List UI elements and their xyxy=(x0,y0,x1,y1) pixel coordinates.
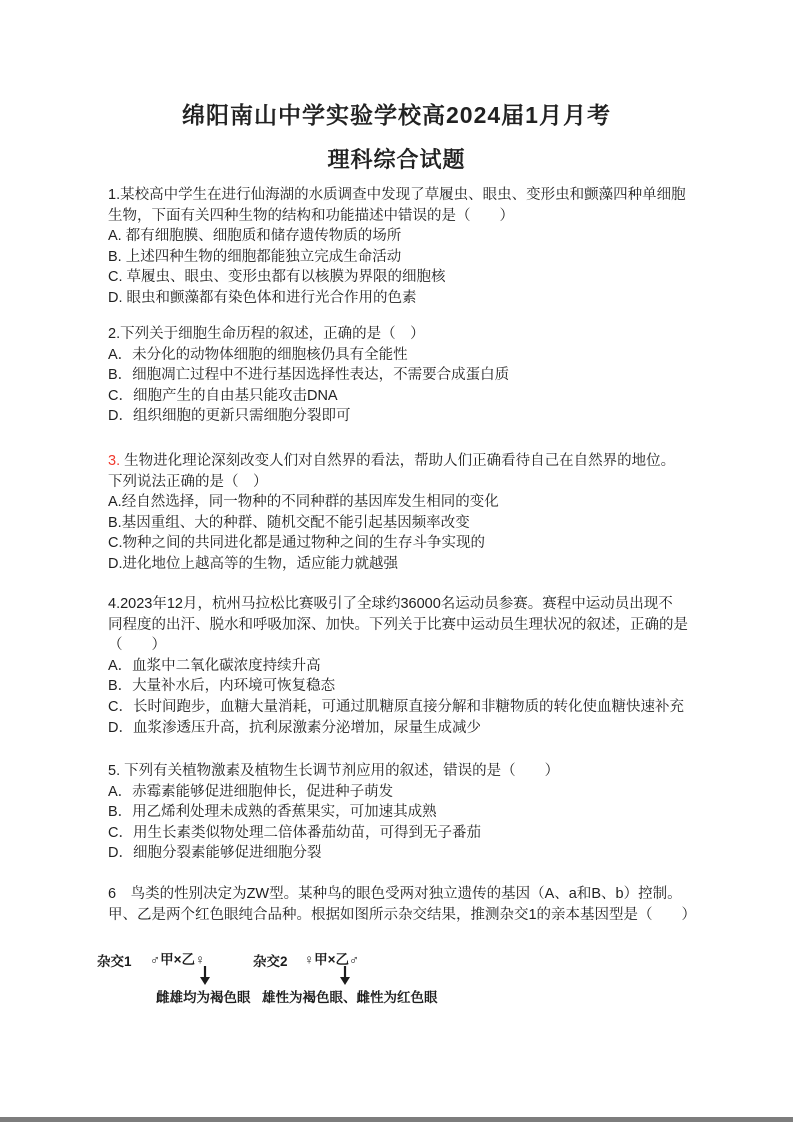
page-bottom-border xyxy=(0,1117,793,1122)
option-c: C. 草履虫、眼虫、变形虫都有以核膜为界限的细胞核 xyxy=(108,269,446,286)
option-c: C．用生长素类似物处理二倍体番茄幼苗，可得到无子番茄 xyxy=(108,824,481,841)
option-a: A. 都有细胞膜、细胞质和储存遗传物质的场所 xyxy=(108,228,402,245)
option-d: D．组织细胞的更新只需细胞分裂即可 xyxy=(108,408,351,425)
option-a: A．血浆中二氧化碳浓度持续升高 xyxy=(108,657,321,674)
question-line: 甲、乙是两个红色眼纯合品种。根据如图所示杂交结果，推测杂交1的亲本基因型是（ ） xyxy=(108,906,697,923)
cross1-result: 雌雄均为褐色眼 xyxy=(156,990,251,1005)
question-3-number: 3. xyxy=(108,453,121,469)
question-line: 1.某校高中学生在进行仙海湖的水质调查中发现了草履虫、眼虫、变形虫和颤藻四种单细胞 xyxy=(108,187,686,203)
question-3-stem: 生物进化理论深刻改变人们对自然界的看法，帮助人们正确看待自己在自然界的地位。 xyxy=(120,453,676,469)
option-d: D．细胞分裂素能够促进细胞分裂 xyxy=(108,845,322,862)
option-a: A．未分化的动物体细胞的细胞核仍具有全能性 xyxy=(108,346,408,363)
document-subtitle: 理科综合试题 xyxy=(327,147,466,172)
cross1-label: 杂交1 xyxy=(97,954,132,969)
option-c: C.物种之间的共同进化都是通过物种之间的生存斗争实现的 xyxy=(108,535,485,552)
option-a: A．赤霉素能够促进细胞伸长，促进种子萌发 xyxy=(108,783,394,800)
question-2 xyxy=(108,324,708,427)
option-b: B．细胞凋亡过程中不进行基因选择性表达，不需要合成蛋白质 xyxy=(108,367,510,384)
question-1 xyxy=(108,185,708,309)
option-d: D.进化地位上越高等的生物，适应能力就越强 xyxy=(108,555,398,572)
option-d: D. 眼虫和颤藻都有染色体和进行光合作用的色素 xyxy=(108,289,417,306)
cross1-parents: ♂甲×乙♀ xyxy=(150,952,206,967)
question-6 xyxy=(108,884,708,925)
question-4 xyxy=(108,594,708,738)
cross2-label: 杂交2 xyxy=(253,954,288,969)
question-line: 5. 下列有关植物激素及植物生长调节剂应用的叙述，错误的是（ ） xyxy=(108,763,560,779)
option-b: B.基因重组、大的种群、随机交配不能引起基因频率改变 xyxy=(108,514,470,531)
question-3 xyxy=(108,451,708,575)
document-title: 绵阳南山中学实验学校高2024届1月月考 xyxy=(182,102,611,128)
question-line: 6 鸟类的性别决定为ZW型。某种鸟的眼色受两对独立遗传的基因（A、a和B、b）控制。 xyxy=(108,886,682,902)
down-arrow-icon xyxy=(197,966,213,985)
question-line: 4.2023年12月，杭州马拉松比赛吸引了全球约36000名运动员参赛。赛程中运动员出现不 xyxy=(108,596,673,612)
cross2-parents: ♀甲×乙♂ xyxy=(304,952,360,967)
option-c: C．细胞产生的自由基只能攻击DNA xyxy=(108,387,338,404)
cross2-result: 雄性为褐色眼、雌性为红色眼 xyxy=(262,990,438,1005)
question-line: 2.下列关于细胞生命历程的叙述，正确的是（ ） xyxy=(108,326,425,342)
question-line: 生物，下面有关四种生物的结构和功能描述中错误的是（ ） xyxy=(108,207,514,224)
option-b: B．大量补水后，内环境可恢复稳态 xyxy=(108,678,336,695)
question-5 xyxy=(108,761,708,864)
option-a: A.经自然选择，同一物种的不同种群的基因库发生相同的变化 xyxy=(108,494,499,511)
option-d: D．血浆渗透压升高，抗利尿激素分泌增加，尿量生成减少 xyxy=(108,719,481,736)
option-c: C．长时间跑步，血糖大量消耗，可通过肌糖原直接分解和非糖物质的转化使血糖快速补充 xyxy=(108,698,684,715)
question-line: （ ） xyxy=(108,637,166,654)
option-b: B. 上述四种生物的细胞都能独立完成生命活动 xyxy=(108,248,402,265)
question-line: 同程度的出汗、脱水和呼吸加深、加快。下列关于比赛中运动员生理状况的叙述，正确的是 xyxy=(108,616,688,633)
down-arrow-icon xyxy=(337,966,353,985)
question-line: 下列说法正确的是（ ） xyxy=(108,473,268,490)
question-line xyxy=(108,451,708,472)
option-b: B．用乙烯利处理未成熟的香蕉果实，可加速其成熟 xyxy=(108,804,437,821)
